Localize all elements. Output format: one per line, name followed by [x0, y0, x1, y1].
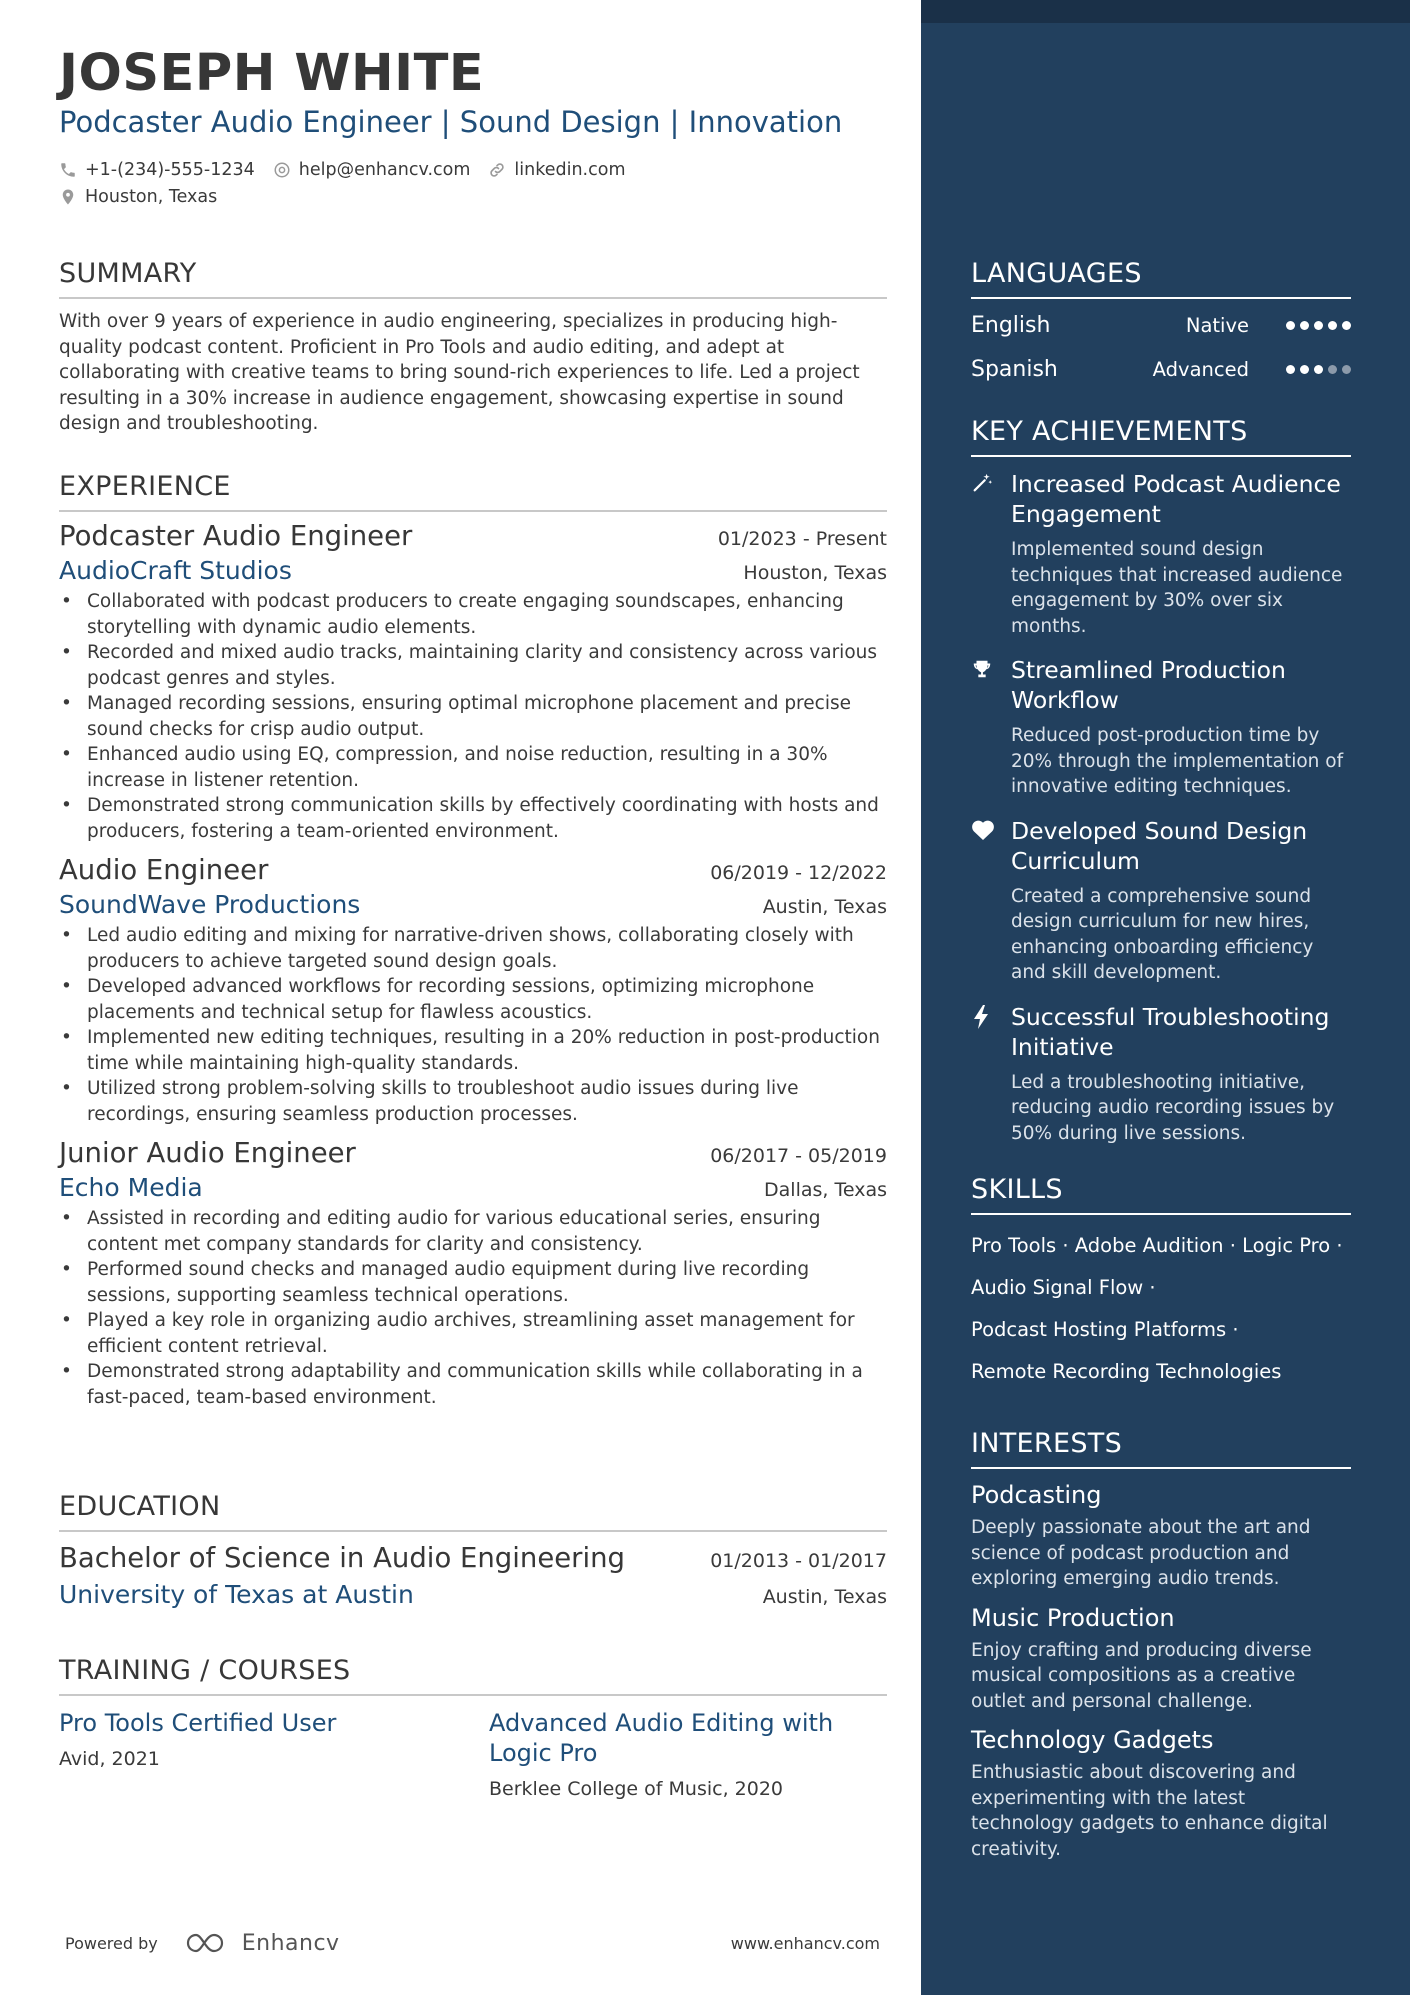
job-dates: 01/2023 - Present [717, 528, 887, 550]
skills-list [971, 1225, 1351, 1393]
phone-text: +1-(234)-555-1234 [85, 159, 255, 180]
interest-item [971, 1726, 1351, 1862]
at-icon [273, 161, 291, 179]
degree-title: Bachelor of Science in Audio Engineering [59, 1542, 626, 1574]
resume-sidebar [921, 0, 1410, 1995]
experience-section [59, 471, 887, 1410]
list-item: • Collaborated with podcast producers to create engaging soundscapes, enhancing storytelling with dynamic audio elements. [59, 589, 887, 640]
rating-dot-filled [1314, 365, 1323, 374]
list-item: • Demonstrated strong adaptability and communication skills while collaborating in a fast-paced, team-based environment. [59, 1359, 887, 1410]
list-item: • Recorded and mixed audio tracks, maintaining clarity and consistency across various podcast genres and styles. [59, 640, 887, 691]
skill-line: Audio Signal Flow · [971, 1276, 1156, 1299]
achievement-item [971, 816, 1351, 986]
job-bullets [59, 923, 887, 1127]
language-rating [1281, 365, 1351, 374]
language-name: English [971, 312, 1051, 338]
rating-dot-filled [1328, 321, 1337, 330]
contact-email[interactable] [273, 160, 471, 180]
linkedin-text: linkedin.com [514, 159, 626, 180]
interest-desc: Enthusiastic about discovering and experimenting with the latest technology gadgets to enhance digital creativity. [971, 1762, 1328, 1860]
course-meta: Avid, 2021 [59, 1748, 160, 1770]
heart-icon [971, 819, 995, 841]
list-item: • Enhanced audio using EQ, compression, and noise reduction, resulting in a 30% increase in listener retention. [59, 742, 887, 793]
job-entry [59, 1137, 887, 1410]
sidebar-top-bar [921, 0, 1410, 23]
contact-linkedin[interactable] [488, 160, 625, 180]
skills-section [971, 1174, 1351, 1393]
course-meta: Berklee College of Music, 2020 [489, 1778, 784, 1800]
achievement-desc: Led a troubleshooting initiative, reducing audio recording issues by 50% during live sessions. [1011, 1071, 1335, 1144]
achievement-title: Successful Troubleshooting Initiative [1011, 1002, 1330, 1061]
language-name: Spanish [971, 356, 1058, 382]
achievement-title: Developed Sound Design Curriculum [1011, 816, 1308, 875]
summary-section [59, 258, 887, 437]
rating-dot-filled [1300, 365, 1309, 374]
job-company: Echo Media [59, 1173, 203, 1202]
footer [65, 1930, 880, 1956]
course-item [59, 1708, 489, 1800]
experience-title: EXPERIENCE [59, 471, 887, 512]
rating-dot-filled [1342, 321, 1351, 330]
achievement-desc: Implemented sound design techniques that increased audience engagement by 30% over six months. [1011, 539, 1343, 637]
job-bullets [59, 1206, 887, 1410]
job-dates: 06/2019 - 12/2022 [710, 862, 887, 884]
education-dates: 01/2013 - 01/2017 [710, 1550, 887, 1572]
course-item [489, 1708, 887, 1800]
list-item: • Led audio editing and mixing for narrative-driven shows, collaborating closely with producers to achieve targeted sound design goals. [59, 923, 887, 974]
contact-info [59, 158, 644, 212]
brand-name: Enhancv [241, 1930, 340, 1956]
achievement-desc: Created a comprehensive sound design curriculum for new hires, enhancing onboarding efficiency and skill development. [1011, 885, 1314, 983]
job-location: Dallas, Texas [764, 1179, 887, 1201]
language-item [971, 347, 1351, 391]
language-item [971, 303, 1351, 347]
job-company: AudioCraft Studios [59, 556, 292, 585]
achievements-title: KEY ACHIEVEMENTS [971, 416, 1351, 457]
summary-title: SUMMARY [59, 258, 887, 299]
course-title: Pro Tools Certified User [59, 1709, 337, 1737]
list-item: • Demonstrated strong communication skills by effectively coordinating with hosts and producers, fostering a team-oriented environment. [59, 793, 887, 844]
skills-title: SKILLS [971, 1174, 1351, 1215]
language-level: Native [1185, 313, 1249, 337]
languages-section [971, 258, 1351, 391]
job-entry [59, 854, 887, 1127]
rating-dot-filled [1286, 321, 1295, 330]
achievement-title: Streamlined Production Workflow [1011, 656, 1286, 714]
interest-item [971, 1604, 1351, 1715]
job-title: Audio Engineer [59, 854, 269, 886]
interest-desc: Deeply passionate about the art and science of podcast production and exploring emerging audio trends. [971, 1517, 1311, 1589]
candidate-name: JOSEPH WHITE [59, 44, 485, 103]
skill-line: Pro Tools · Adobe Audition · Logic Pro · [971, 1234, 1343, 1257]
interest-title: Technology Gadgets [971, 1726, 1214, 1754]
list-item: • Developed advanced workflows for recording sessions, optimizing microphone placements and technical setup for flawless acoustics. [59, 974, 887, 1025]
interest-item [971, 1481, 1351, 1592]
achievement-item [971, 655, 1351, 800]
job-title: Podcaster Audio Engineer [59, 520, 413, 552]
list-item: • Implemented new editing techniques, resulting in a 20% reduction in post-production time while maintaining high-quality standards. [59, 1025, 887, 1076]
list-item: • Played a key role in organizing audio archives, streamlining asset management for efficient content retrieval. [59, 1308, 887, 1359]
interest-title: Music Production [971, 1603, 1175, 1632]
job-dates: 06/2017 - 05/2019 [710, 1145, 887, 1167]
rating-dot-empty [1342, 365, 1351, 374]
email-text: help@enhancv.com [298, 159, 471, 180]
rating-dot-empty [1328, 365, 1337, 374]
school-name: University of Texas at Austin [59, 1580, 414, 1609]
skill-line: Podcast Hosting Platforms · [971, 1318, 1239, 1341]
lightning-icon [971, 1005, 991, 1029]
rating-dot-filled [1286, 365, 1295, 374]
languages-title: LANGUAGES [971, 258, 1351, 299]
course-title: Advanced Audio Editing with Logic Pro [489, 1709, 834, 1767]
job-location: Austin, Texas [762, 896, 887, 918]
summary-text: With over 9 years of experience in audio engineering, specializes in producing high-quality podcast content. Proficient in Pro Tools and audio editing, and adept at collaborating with creative teams to bring sound-rich experiences to life. Led a project resulting in a 30% increase in audience engagement, showcasing expertise in sound design and troubleshooting. [59, 311, 860, 434]
job-company: SoundWave Productions [59, 890, 361, 919]
contact-phone[interactable] [59, 160, 255, 180]
job-bullets [59, 589, 887, 844]
magic-wand-icon [971, 472, 993, 494]
language-level: Advanced [1152, 357, 1249, 381]
job-location: Houston, Texas [743, 562, 887, 584]
list-item: • Performed sound checks and managed audio equipment during live recording sessions, supporting seamless technical operations. [59, 1257, 887, 1308]
interests-title: INTERESTS [971, 1428, 1351, 1469]
achievement-item [971, 469, 1351, 639]
skill-line: Remote Recording Technologies [971, 1360, 1282, 1383]
interest-desc: Enjoy crafting and producing diverse musical compositions as a creative outlet and personal challenge. [971, 1639, 1312, 1712]
training-section [59, 1655, 887, 1800]
powered-by-text: Powered by [65, 1933, 158, 1953]
job-title: Junior Audio Engineer [59, 1137, 356, 1169]
interest-title: Podcasting [971, 1481, 1102, 1509]
contact-location [59, 187, 217, 207]
achievement-item [971, 1002, 1351, 1147]
location-pin-icon [59, 188, 77, 206]
achievement-title: Increased Podcast Audience Engagement [1011, 470, 1341, 528]
job-entry [59, 520, 887, 844]
language-rating [1281, 321, 1351, 330]
education-title: EDUCATION [59, 1491, 887, 1532]
list-item: • Managed recording sessions, ensuring optimal microphone placement and precise sound checks for crisp audio output. [59, 691, 887, 742]
phone-icon [59, 161, 77, 179]
achievements-section [971, 416, 1351, 1146]
rating-dot-filled [1314, 321, 1323, 330]
education-section [59, 1491, 887, 1609]
school-location: Austin, Texas [762, 1586, 887, 1608]
location-text: Houston, Texas [85, 186, 218, 207]
interests-section [971, 1428, 1351, 1862]
training-title: TRAINING / COURSES [59, 1655, 887, 1696]
trophy-icon [971, 658, 993, 680]
link-icon [488, 161, 506, 179]
list-item: • Assisted in recording and editing audio for various educational series, ensuring content met company standards for clarity and consistency. [59, 1206, 887, 1257]
enhancv-logo-icon [184, 1930, 232, 1956]
candidate-headline: Podcaster Audio Engineer | Sound Design | Innovation [59, 105, 843, 139]
rating-dot-filled [1300, 321, 1309, 330]
achievement-desc: Reduced post-production time by 20% through the implementation of innovative editing techniques. [1011, 725, 1344, 797]
footer-url[interactable]: www.enhancv.com [730, 1933, 880, 1953]
list-item: • Utilized strong problem-solving skills to troubleshoot audio issues during live recordings, ensuring seamless production processes. [59, 1076, 887, 1127]
